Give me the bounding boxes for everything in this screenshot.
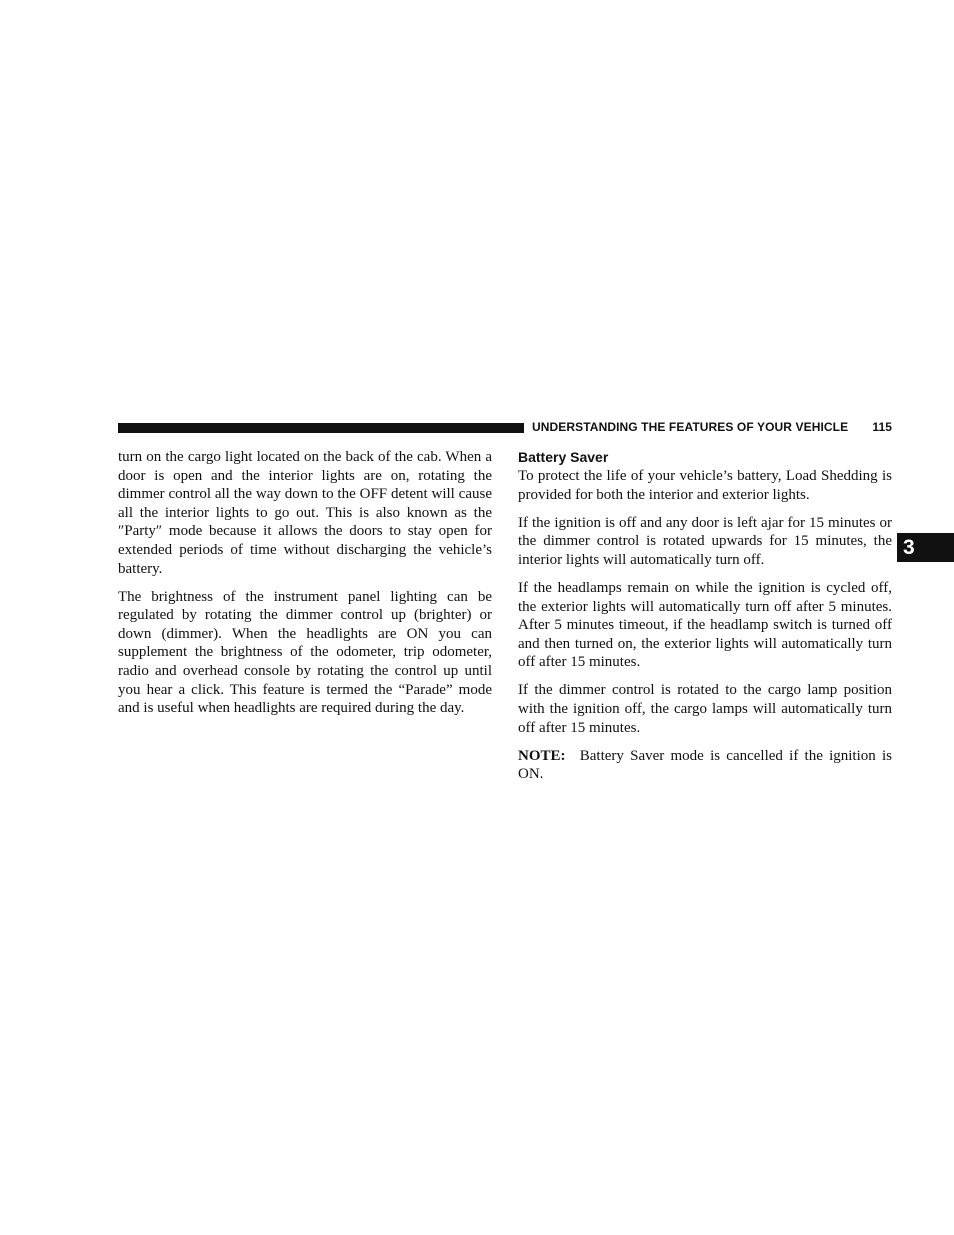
- note-label: NOTE:: [518, 747, 566, 764]
- header-rule: [118, 423, 524, 433]
- left-column: [118, 448, 492, 727]
- section-heading: Battery Saver: [518, 449, 609, 465]
- running-header: [532, 420, 892, 434]
- note-text: Battery Saver mode is cancelled if the ignition is ON.: [518, 747, 893, 783]
- paragraph: The brightness of the instrument panel lighting can be regulated by rotating the dimmer control up (brighter) or down (dimmer). When the headlights are ON you can supplement the brightness of the odometer, trip odometer, radio and overhead console by rotating the control up until you hear a click. This feature is termed the “Parade” mode and is useful when headlights are required during the day.: [118, 588, 492, 717]
- chapter-number: 3: [903, 535, 915, 559]
- chapter-tab: [897, 533, 954, 562]
- paragraph: To protect the life of your vehicle’s battery, Load Shedding is provided for both the interior and exterior lights.: [518, 468, 892, 503]
- note-paragraph: [518, 747, 892, 784]
- paragraph: turn on the cargo light located on the back of the cab. When a door is open and the interior lights are on, rotating the dimmer control all the way down to the OFF detent will cause all the interior lights to go out. This is also known as the ″Party″ mode because it allows the doors to stay open for extended periods of time without discharging the vehicle’s battery.: [118, 449, 492, 577]
- header-title: UNDERSTANDING THE FEATURES OF YOUR VEHICLE: [532, 420, 849, 434]
- paragraph: If the dimmer control is rotated to the cargo lamp position with the ignition off, the cargo lamps will automatically turn off after 15 minutes.: [518, 682, 892, 736]
- paragraph: If the headlamps remain on while the ignition is cycled off, the exterior lights will automatically turn off after 5 minutes. After 5 minutes timeout, if the headlamp switch is turned off and then turned on, the exterior lights will automatically turn off after 15 minutes.: [518, 579, 892, 671]
- page-number: 115: [872, 420, 892, 434]
- paragraph: If the ignition is off and any door is left ajar for 15 minutes or the dimmer control is rotated upwards for 15 minutes, the interior lights will automatically turn off.: [518, 514, 892, 568]
- right-column: [518, 448, 892, 793]
